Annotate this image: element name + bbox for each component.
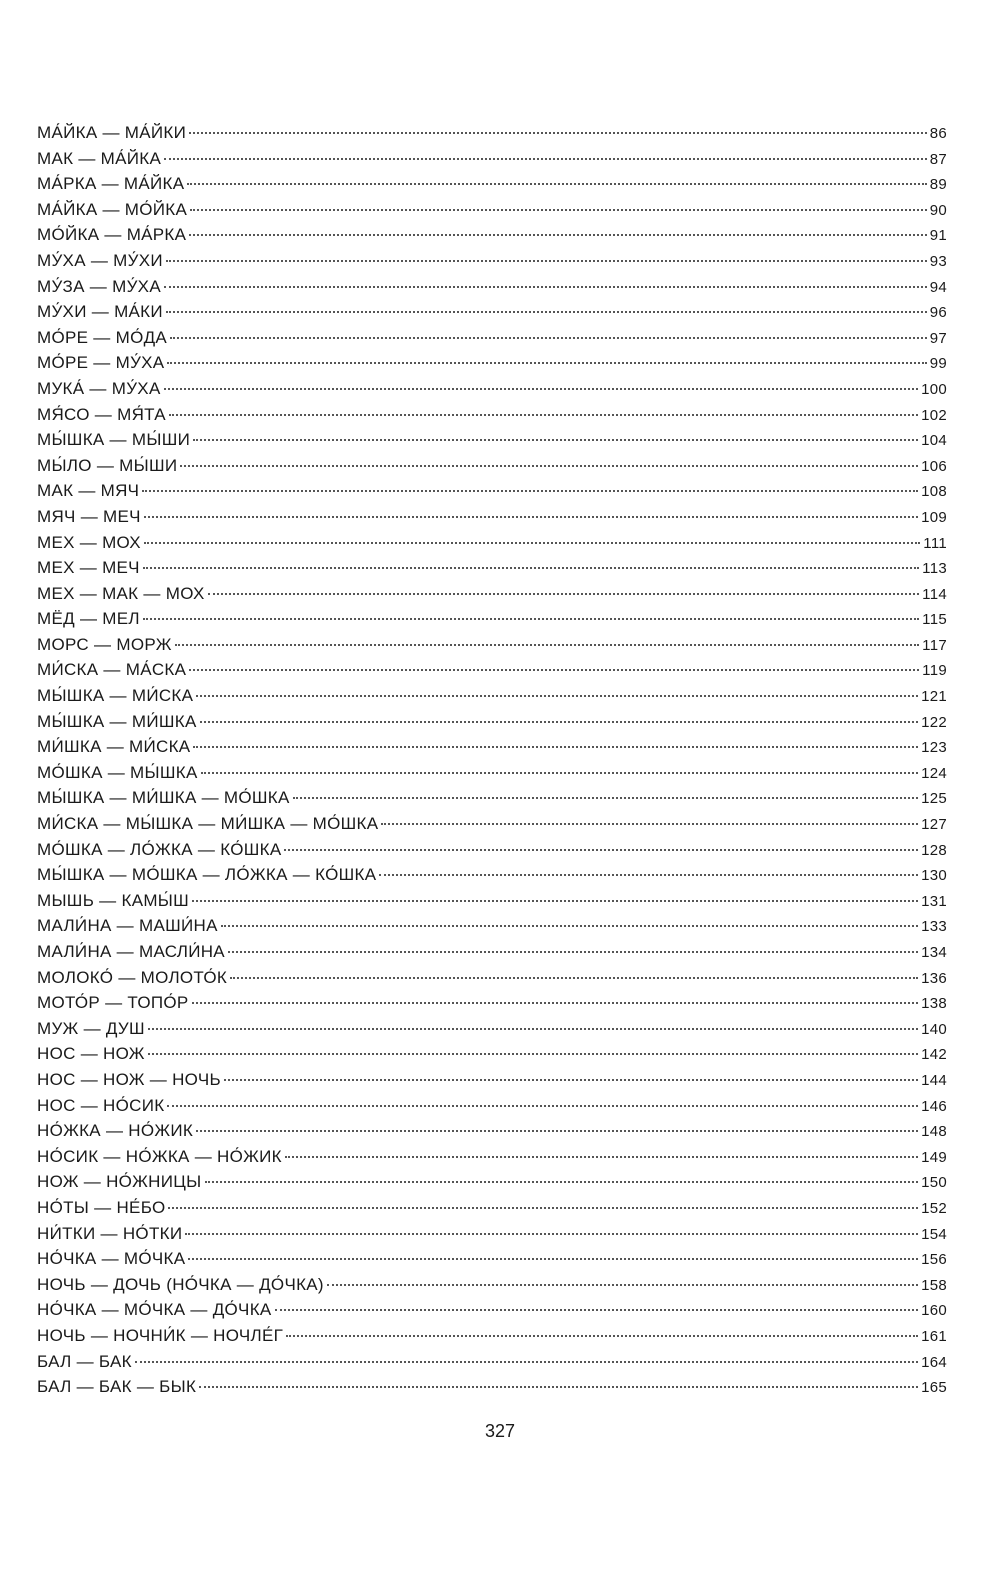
- toc-entry-title: МЕХ — МАК — МОХ: [37, 583, 205, 603]
- toc-entry-title: МА́ЙКА — МА́ЙКИ: [37, 123, 187, 142]
- toc-entry-page: 160: [921, 1302, 947, 1320]
- dot-leader: [170, 337, 927, 339]
- toc-entry: [37, 1297, 947, 1323]
- toc-entry-title: МЯ́СО — МЯ́ТА: [37, 404, 166, 424]
- toc-entry: [37, 248, 947, 274]
- toc-entry: [37, 581, 947, 607]
- dot-leader: [379, 874, 918, 876]
- dot-leader: [164, 158, 927, 160]
- toc-entry-page: 165: [921, 1379, 947, 1397]
- toc-entry-page: 134: [921, 944, 947, 961]
- dot-leader: [192, 900, 918, 902]
- dot-leader: [196, 1130, 918, 1132]
- toc-entry-page: 136: [921, 969, 947, 987]
- toc-entry: [37, 913, 947, 939]
- toc-entry-title: МОРС — МОРЖ: [37, 634, 172, 654]
- toc-entry-page: 131: [921, 892, 947, 910]
- toc-entry: [37, 965, 947, 991]
- toc-entry-page: 97: [929, 329, 947, 347]
- dot-leader: [144, 516, 918, 518]
- dot-leader: [166, 311, 927, 313]
- toc-entry-page: 89: [929, 176, 947, 194]
- toc-entry-page: 149: [921, 1148, 947, 1166]
- toc-entry-title: МУКА́ — МУ́ХА: [37, 378, 161, 398]
- toc-entry-page: 127: [921, 816, 947, 834]
- dot-leader: [275, 1309, 919, 1311]
- dot-leader: [143, 567, 919, 569]
- dot-leader: [168, 1207, 918, 1209]
- toc-entry-page: 91: [929, 227, 947, 245]
- dot-leader: [169, 414, 918, 416]
- toc-entry: [37, 657, 947, 683]
- toc-entry-page: 142: [921, 1046, 947, 1064]
- toc-entry-title: БАЛ — БАК — БЫК: [37, 1377, 197, 1397]
- toc-entry-page: 96: [929, 304, 947, 322]
- toc-entry: [37, 1374, 947, 1400]
- dot-leader: [286, 1335, 918, 1337]
- toc-entry-page: 130: [921, 867, 947, 885]
- toc-entry-title: МЫ́ЛО — МЫ́ШИ: [37, 455, 178, 475]
- toc-entry: [37, 478, 947, 504]
- dot-leader: [230, 977, 918, 979]
- toc-entry-title: МИ́СКА — МЫ́ШКА — МИ́ШКА — МО́ШКА: [37, 814, 379, 834]
- toc-entry-page: 99: [929, 355, 947, 373]
- toc-entry-title: НОЧЬ — НОЧНИ́К — НОЧЛЕ́Г: [37, 1325, 284, 1345]
- toc-entry: [37, 606, 947, 632]
- toc-entry-page: 144: [921, 1071, 947, 1089]
- dot-leader: [142, 490, 918, 492]
- toc-entry-page: 109: [921, 508, 947, 526]
- dot-leader: [205, 1181, 919, 1183]
- toc-entry-title: МЫ́ШКА — МИ́ШКА: [37, 711, 197, 731]
- toc-entry-page: 156: [921, 1251, 947, 1269]
- toc-entry-title: МУ́ХИ — МА́КИ: [37, 302, 163, 322]
- dot-leader: [189, 132, 927, 134]
- toc-entry-page: 125: [921, 790, 947, 808]
- toc-entry-title: МОЛОКО́ — МОЛОТО́К: [37, 967, 228, 987]
- toc-entry-title: НОС — НОЖ: [37, 1044, 145, 1064]
- toc-entry-page: 86: [929, 125, 947, 142]
- toc-entry-title: МЫ́ШКА — МИ́ШКА — МО́ШКА: [37, 788, 290, 808]
- toc-entry-page: 87: [929, 150, 947, 168]
- toc-entry-title: НО́ТЫ — НЕ́БО: [37, 1197, 166, 1217]
- toc-entry: [37, 1067, 947, 1093]
- toc-entry: [37, 990, 947, 1016]
- toc-entry-title: МУ́ЗА — МУ́ХА: [37, 276, 161, 296]
- toc-entry: [37, 760, 947, 786]
- toc-entry-title: МО́ШКА — ЛО́ЖКА — КО́ШКА: [37, 839, 282, 859]
- toc-entry-title: МЫ́ШКА — МЫ́ШИ: [37, 430, 191, 450]
- dot-leader: [180, 465, 918, 467]
- toc-entry-title: МИ́СКА — МА́СКА: [37, 660, 187, 680]
- toc-entry: [37, 402, 947, 428]
- toc-entry-page: 123: [921, 739, 947, 757]
- toc-entry: [37, 274, 947, 300]
- toc-entry-page: 106: [921, 457, 947, 475]
- toc-entry: [37, 197, 947, 223]
- toc-entry: [37, 427, 947, 453]
- toc-entry-page: 93: [929, 252, 947, 270]
- toc-entry-page: 121: [921, 688, 947, 706]
- table-of-contents: [37, 120, 947, 1400]
- toc-entry: [37, 350, 947, 376]
- toc-entry-title: НО́ЖКА — НО́ЖИК: [37, 1121, 194, 1141]
- toc-entry: [37, 939, 947, 965]
- toc-entry-title: НО́ЧКА — МО́ЧКА: [37, 1249, 186, 1269]
- toc-entry: [37, 1144, 947, 1170]
- toc-entry-title: МАК — МА́ЙКА: [37, 148, 162, 168]
- toc-entry-page: 138: [921, 995, 947, 1013]
- dot-leader: [143, 618, 919, 620]
- dot-leader: [185, 1233, 918, 1235]
- dot-leader: [284, 849, 918, 851]
- toc-entry: [37, 632, 947, 658]
- dot-leader: [228, 951, 918, 953]
- toc-entry-title: МАЛИ́НА — МАСЛИ́НА: [37, 942, 225, 961]
- dot-leader: [193, 439, 918, 441]
- toc-entry-title: МА́РКА — МА́ЙКА: [37, 174, 185, 194]
- toc-entry: [37, 146, 947, 172]
- dot-leader: [164, 286, 927, 288]
- dot-leader: [187, 183, 926, 185]
- toc-entry-page: 122: [921, 713, 947, 731]
- dot-leader: [166, 260, 927, 262]
- dot-leader: [196, 695, 918, 697]
- dot-leader: [327, 1284, 918, 1286]
- toc-entry-page: 111: [923, 534, 947, 552]
- toc-entry: [37, 862, 947, 888]
- dot-leader: [144, 542, 920, 544]
- toc-entry-page: 104: [921, 432, 947, 450]
- toc-entry-title: МЫ́ШКА — МИ́СКА: [37, 686, 194, 706]
- toc-entry-title: БАЛ — БАК: [37, 1351, 132, 1371]
- toc-entry: [37, 504, 947, 530]
- toc-entry-title: МЫШЬ — КАМЫ́Ш: [37, 890, 190, 910]
- toc-entry-title: НИ́ТКИ — НО́ТКИ: [37, 1223, 183, 1243]
- dot-leader: [167, 362, 926, 364]
- toc-entry-title: НОС — НОЖ — НОЧЬ: [37, 1069, 221, 1089]
- toc-entry-title: МЕХ — МОХ: [37, 532, 141, 552]
- toc-entry: [37, 222, 947, 248]
- dot-leader: [189, 669, 919, 671]
- page-number: 327: [484, 1421, 516, 1441]
- toc-entry: [37, 453, 947, 479]
- toc-entry: [37, 1016, 947, 1042]
- toc-entry: [37, 1169, 947, 1195]
- dot-leader: [221, 925, 918, 927]
- toc-entry-page: 128: [921, 841, 947, 859]
- toc-entry-title: НОС — НО́СИК: [37, 1095, 165, 1115]
- toc-entry-title: МОТО́Р — ТОПО́Р: [37, 993, 189, 1013]
- toc-entry-page: 150: [921, 1174, 947, 1192]
- toc-entry-title: МАЛИ́НА — МАШИ́НА: [37, 916, 218, 936]
- toc-entry-title: МЫ́ШКА — МО́ШКА — ЛО́ЖКА — КО́ШКА: [37, 865, 377, 885]
- dot-leader: [208, 593, 920, 595]
- dot-leader: [201, 772, 918, 774]
- toc-entry-page: 133: [921, 918, 947, 936]
- toc-entry-page: 164: [921, 1353, 947, 1371]
- dot-leader: [285, 1156, 918, 1158]
- toc-entry-page: 114: [922, 585, 947, 603]
- dot-leader: [200, 721, 918, 723]
- toc-entry-title: НОЖ — НО́ЖНИЦЫ: [37, 1172, 202, 1192]
- dot-leader: [189, 234, 926, 236]
- toc-entry-title: НОЧЬ — ДОЧЬ (НО́ЧКА — ДО́ЧКА): [37, 1274, 324, 1294]
- toc-entry-page: 90: [929, 201, 947, 219]
- toc-entry: [37, 171, 947, 197]
- toc-entry: [37, 785, 947, 811]
- dot-leader: [293, 797, 918, 799]
- toc-entry-title: МО́РЕ — МУ́ХА: [37, 353, 165, 373]
- dot-leader: [381, 823, 918, 825]
- toc-entry-title: НО́ЧКА — МО́ЧКА — ДО́ЧКА: [37, 1300, 272, 1320]
- toc-entry-page: 113: [922, 560, 947, 578]
- dot-leader: [135, 1361, 918, 1363]
- toc-entry-title: МО́РЕ — МО́ДА: [37, 327, 168, 347]
- toc-entry: [37, 1246, 947, 1272]
- toc-entry-page: 148: [921, 1123, 947, 1141]
- toc-entry-title: МУ́ХА — МУ́ХИ: [37, 250, 163, 270]
- toc-entry-title: МО́ЙКА — МА́РКА: [37, 225, 187, 245]
- toc-entry-title: МИ́ШКА — МИ́СКА: [37, 737, 191, 757]
- toc-entry: [37, 530, 947, 556]
- toc-entry: [37, 555, 947, 581]
- toc-entry-page: 100: [921, 380, 947, 398]
- toc-entry: [37, 683, 947, 709]
- toc-entry-page: 94: [929, 278, 947, 296]
- dot-leader: [193, 746, 918, 748]
- dot-leader: [192, 1002, 919, 1004]
- toc-entry: [37, 709, 947, 735]
- toc-entry-page: 146: [921, 1097, 947, 1115]
- toc-entry-title: НО́СИК — НО́ЖКА — НО́ЖИК: [37, 1146, 282, 1166]
- toc-entry-page: 108: [921, 483, 947, 501]
- toc-entry-page: 124: [921, 764, 947, 782]
- toc-entry-title: МО́ШКА — МЫ́ШКА: [37, 762, 198, 782]
- toc-entry-page: 158: [921, 1276, 947, 1294]
- dot-leader: [164, 388, 918, 390]
- toc-entry-title: МЕХ — МЕЧ: [37, 558, 140, 578]
- toc-entry: [37, 1118, 947, 1144]
- toc-entry: [37, 811, 947, 837]
- toc-entry: [37, 1195, 947, 1221]
- toc-entry: [37, 1093, 947, 1119]
- toc-entry-page: 117: [922, 636, 947, 654]
- dot-leader: [148, 1028, 918, 1030]
- toc-entry-page: 140: [921, 1020, 947, 1038]
- dot-leader: [190, 209, 927, 211]
- toc-entry: [37, 1349, 947, 1375]
- dot-leader: [167, 1105, 918, 1107]
- toc-entry: [37, 1272, 947, 1298]
- toc-entry-page: 119: [922, 662, 947, 680]
- toc-entry-title: МАК — МЯЧ: [37, 481, 140, 501]
- toc-entry-page: 154: [921, 1225, 947, 1243]
- toc-entry-page: 102: [921, 406, 947, 424]
- toc-entry: [37, 120, 947, 146]
- toc-entry-page: 152: [921, 1199, 947, 1217]
- toc-entry: [37, 837, 947, 863]
- toc-entry: [37, 299, 947, 325]
- toc-entry-page: 115: [922, 611, 947, 629]
- toc-entry-title: МА́ЙКА — МО́ЙКА: [37, 199, 188, 219]
- toc-entry: [37, 376, 947, 402]
- toc-entry: [37, 888, 947, 914]
- toc-entry-title: МЯЧ — МЕЧ: [37, 506, 141, 526]
- toc-entry: [37, 734, 947, 760]
- toc-entry: [37, 325, 947, 351]
- dot-leader: [199, 1386, 918, 1388]
- toc-entry-page: 161: [921, 1327, 947, 1345]
- dot-leader: [175, 644, 919, 646]
- toc-entry: [37, 1323, 947, 1349]
- dot-leader: [188, 1258, 918, 1260]
- toc-entry: [37, 1221, 947, 1247]
- dot-leader: [148, 1053, 918, 1055]
- dot-leader: [224, 1079, 918, 1081]
- toc-entry-title: МЁД — МЕЛ: [37, 609, 140, 629]
- toc-entry: [37, 1041, 947, 1067]
- toc-entry-title: МУЖ — ДУШ: [37, 1018, 145, 1038]
